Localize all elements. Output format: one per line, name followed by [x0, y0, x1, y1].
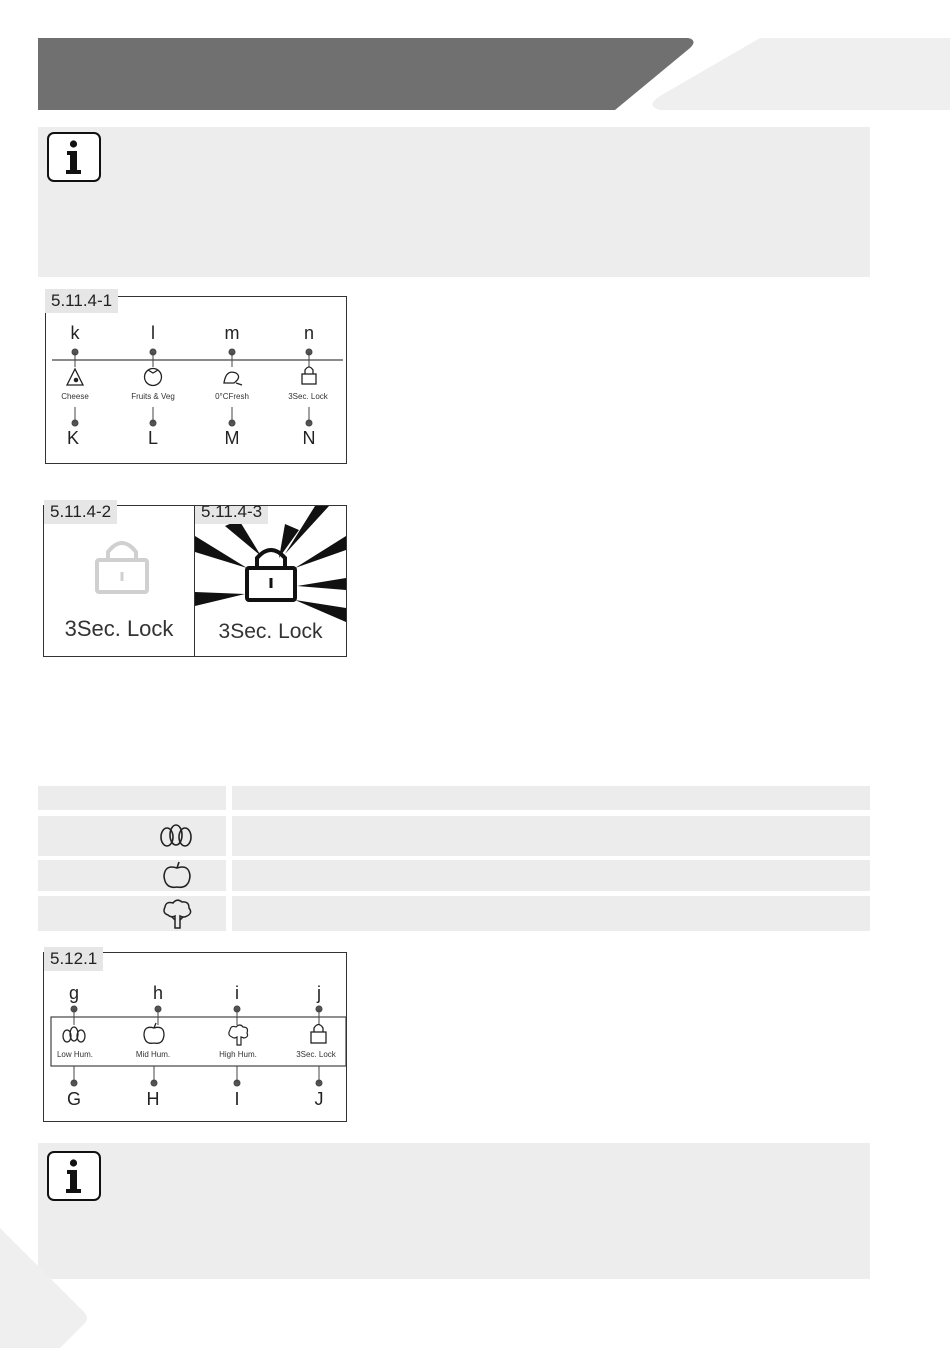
lock-icon: [92, 536, 152, 596]
figure-label: 5.11.4-2: [44, 500, 117, 524]
letter-N: N: [302, 428, 316, 448]
caption-lock: 3Sec. Lock: [296, 1050, 336, 1059]
caption-cheese: Cheese: [61, 392, 89, 401]
caption-fruits-veg: Fruits & Veg: [131, 392, 175, 401]
caption-fresh: 0°CFresh: [215, 392, 249, 401]
letter-J: J: [314, 1089, 324, 1109]
info-icon: [47, 132, 101, 182]
letter-k: k: [70, 323, 80, 343]
letter-H: H: [146, 1089, 160, 1109]
figure-5-11-4-2: [43, 502, 195, 657]
table-header-right: [232, 786, 870, 810]
table-header-left: [38, 786, 226, 810]
lock-caption: 3Sec. Lock: [64, 616, 174, 641]
table-row-low-icon-cell: [38, 816, 226, 856]
figure-label: 5.11.4-3: [195, 505, 268, 524]
caption-lock: 3Sec. Lock: [288, 392, 328, 401]
letter-l: l: [151, 323, 155, 343]
table-row-mid-desc: [232, 860, 870, 891]
apple-icon: [144, 1023, 164, 1043]
broccoli-icon: [160, 897, 194, 931]
letter-I: I: [234, 1089, 240, 1109]
figure-5-11-4-1: [45, 291, 347, 464]
caption-mid-hum: Mid Hum.: [135, 1050, 171, 1059]
figure-label: 5.12.1: [44, 947, 103, 971]
letter-M: M: [224, 428, 240, 448]
figure-5-12-1: [43, 949, 347, 1122]
table-row-high-desc: [232, 896, 870, 931]
fish-icon: [224, 372, 242, 385]
letter-n: n: [303, 323, 314, 343]
letter-h: h: [152, 983, 163, 1003]
figure-5-11-4-3: [194, 505, 347, 657]
figure-label: 5.11.4-1: [45, 289, 118, 313]
table-row-high-icon-cell: [38, 896, 226, 931]
lock-icon: [247, 550, 295, 600]
header-banner: [0, 0, 950, 120]
letter-m: m: [224, 323, 240, 343]
tomato-icon: [145, 369, 162, 386]
panel-diagram: [44, 953, 346, 1121]
lock-icon: [302, 367, 316, 384]
broccoli-icon: [229, 1025, 248, 1045]
letter-i: i: [235, 983, 239, 1003]
info-panel-top: [38, 127, 870, 277]
grapes-icon: [156, 820, 196, 852]
info-icon: [47, 1151, 101, 1201]
info-panel-bottom: [38, 1143, 870, 1279]
lock-caption: 3Sec. Lock: [218, 620, 323, 643]
letter-G: G: [66, 1089, 81, 1109]
caption-high-hum: High Hum.: [219, 1050, 257, 1059]
letter-j: j: [317, 983, 321, 1003]
lock-icon: [311, 1025, 326, 1044]
table-row-mid-icon-cell: [38, 860, 226, 891]
page-corner-tab: [0, 1228, 90, 1348]
caption-low-hum: Low Hum.: [56, 1050, 93, 1059]
cheese-icon: [67, 369, 83, 385]
apple-icon: [160, 860, 194, 892]
grapes-icon: [63, 1027, 85, 1042]
letter-L: L: [147, 428, 158, 448]
table-row-low-desc: [232, 816, 870, 856]
letter-K: K: [66, 428, 79, 448]
letter-g: g: [68, 983, 79, 1003]
